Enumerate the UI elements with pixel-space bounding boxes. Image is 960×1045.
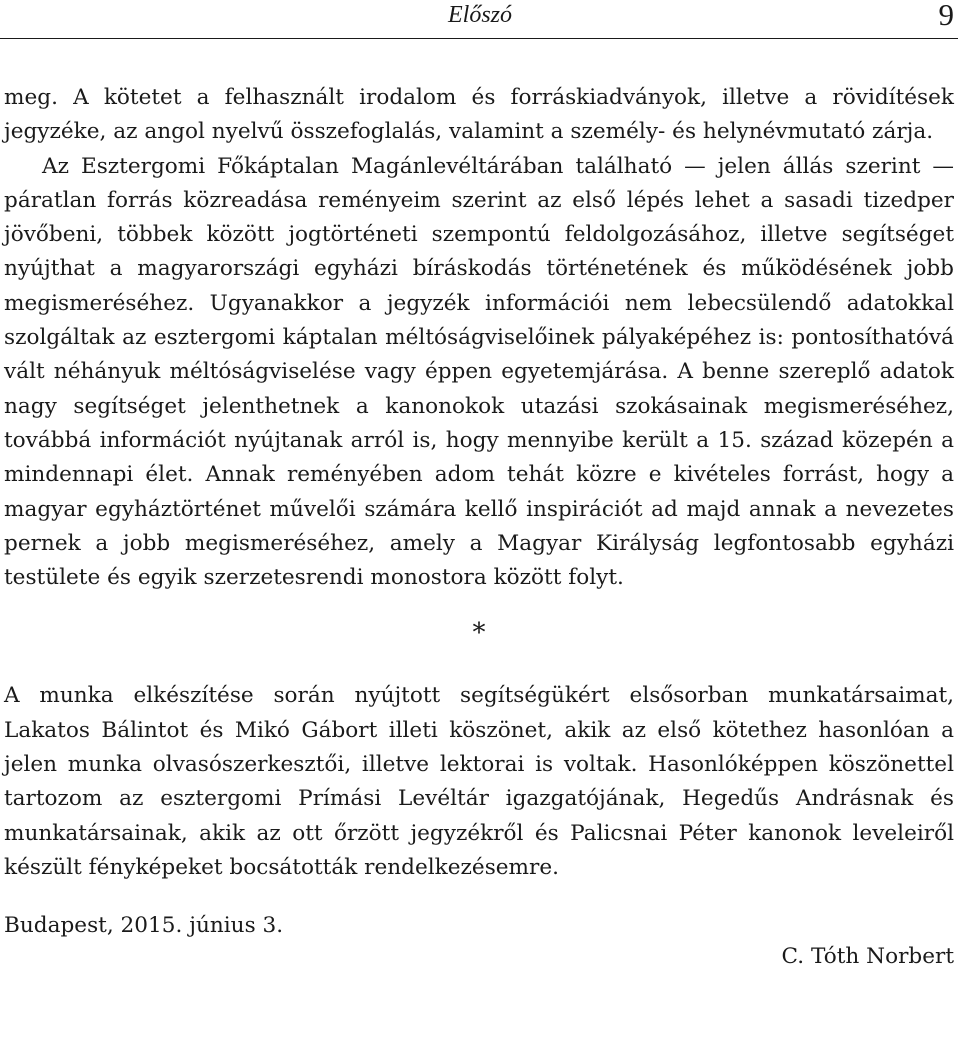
acknowledgement-paragraph: A munka elkészítése során nyújtott segítségükért elsősorban munkatársaimat, Lakatos Bálintot és Mikó Gábort illeti köszönet, akik az első kötethez hasonlóan a jelen munka olvasószerkesztői, illetve lektorai is voltak. Hasonlóképpen köszönettel tartozom az esztergomi Prímási Levéltár igazgatójának, Hegedűs Andrásnak és munkatársainak, akik az ott őrzött jegyzékről és Palicsnai Péter kanonok leveleiről készült fényképeket bocsátották rendelkezésemre. xyxy=(4,683,954,880)
running-title: Előszó xyxy=(447,2,512,28)
paragraph-main: Az Esztergomi Főkáptalan Magánlevéltárában található — jelen állás szerint — páratlan forrás közreadása reményeim szerint az első lépés lehet a sasadi tizedper jövőbeni, többek között jogtörténeti szempontú feldolgozásához, illetve segítséget nyújthat a magyarországi egyházi bíráskodás történetének és működésének jobb megismeréséhez. Ugyanakkor a jegyzék információi nem lebecsülendő adatokkal szolgáltak az esztergomi káptalan méltóságviselőinek pályaképéhez is: pontosíthatóvá vált néhányuk méltóságviselése vagy éppen egyetemjárása. A benne szereplő adatok nagy segítséget jelenthetnek a kanonokok utazási szokásainak megismeréséhez, továbbá információt nyújtanak arról is, hogy mennyibe került a 15. század közepén a mindennapi élet. Annak reményében adom tehát közre e kivételes forrást, hogy a magyar egyháztörténet művelői számára kellő inspirációt ad majd annak a nevezetes pernek a jobb megismeréséhez, amely a Magyar Királyság legfontosabb egyházi testülete és egyik szerzetesrendi monostora között folyt. xyxy=(4,153,954,591)
page-number: 9 xyxy=(938,0,954,32)
place-date: Budapest, 2015. június 3. xyxy=(4,913,284,939)
author-signature: C. Tóth Norbert xyxy=(781,943,954,969)
running-header xyxy=(0,0,958,39)
section-separator: * xyxy=(472,618,486,649)
body-text xyxy=(4,81,954,974)
paragraph-continuation: meg. A kötetet a felhasznált irodalom és forráskiadványok, illetve a rövidítések jegyzéke, az angol nyelvű összefoglalás, valamint a személy- és helynévmutató zárja. xyxy=(4,85,954,145)
